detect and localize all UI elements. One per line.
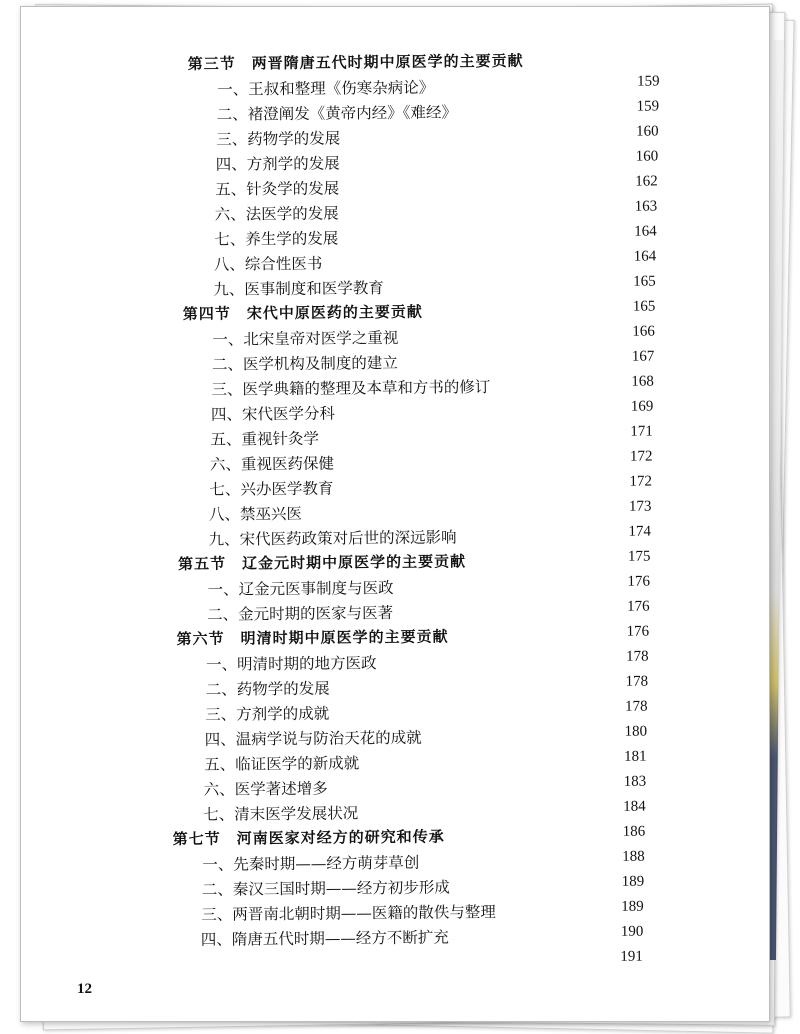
toc-item-title: 四、隋唐五代时期——经方不断扩充 [200, 928, 449, 949]
toc-page-number: 160 [636, 123, 659, 140]
toc-item-title: 二、医学机构及制度的建立 [211, 353, 398, 374]
toc-item-row [200, 947, 770, 977]
page-number: 12 [77, 981, 92, 997]
toc-page-number: 169 [630, 398, 654, 415]
toc-page-number: 164 [634, 223, 657, 240]
toc-page-number: 175 [627, 548, 651, 565]
toc-page-number: 180 [624, 723, 648, 740]
toc-page-number: 178 [625, 698, 648, 715]
toc-page-number: 165 [632, 298, 656, 315]
toc-page-number: 172 [629, 448, 653, 465]
toc-page-number: 174 [628, 523, 652, 540]
toc-item-title: 三、药物学的发展 [216, 129, 341, 149]
toc-section-title: 第四节 宋代中原医药的主要贡献 [182, 302, 423, 324]
toc-item-title: 二、秦汉三国时期——经方初步形成 [201, 878, 450, 899]
toc-item-title: 八、禁巫兴医 [208, 504, 303, 524]
toc-page-number: 162 [635, 173, 658, 190]
toc-page-number: 173 [628, 498, 652, 515]
toc-item-title: 九、宋代医药政策对后世的深远影响 [208, 528, 457, 549]
toc-item-title: 五、针灸学的发展 [215, 179, 340, 199]
toc-page-number: 191 [620, 948, 643, 965]
toc-page-number: 159 [637, 73, 660, 90]
toc-page-number: 188 [622, 848, 645, 865]
toc-page-number: 190 [620, 923, 644, 940]
toc-item-title: 一、明清时期的地方医政 [206, 654, 377, 674]
toc-item-title: 二、药物学的发展 [205, 679, 330, 699]
toc-item-title: 七、养生学的发展 [214, 229, 339, 249]
toc-item-title: 六、医学著述增多 [203, 779, 328, 799]
toc-page-number: 159 [636, 98, 660, 115]
toc-item-title: 八、综合性医书 [213, 254, 323, 274]
toc-page-number: 189 [621, 873, 645, 890]
toc-item-title: 五、临证医学的新成就 [204, 754, 360, 774]
toc-section-title: 第六节 明清时期中原医学的主要贡献 [176, 627, 449, 649]
toc-page-number: 183 [623, 773, 647, 790]
toc-page-number: 186 [622, 823, 646, 840]
toc-item-title: 二、褚澄阐发《黄帝内经》《难经》 [216, 103, 458, 124]
toc-item-title: 二、金元时期的医家与医著 [207, 604, 394, 624]
toc-item-title: 一、北宋皇帝对医学之重视 [212, 328, 399, 349]
toc-item-title: 一、先秦时期——经方萌芽草创 [202, 853, 420, 874]
toc-page-number: 178 [625, 673, 649, 690]
toc-page-number: 176 [626, 623, 650, 640]
toc-page-number: 160 [635, 148, 659, 165]
toc-section-title: 第七节 河南医家对经方的研究和传承 [172, 827, 445, 849]
toc-page-number: 176 [627, 573, 651, 590]
toc-section-title: 第五节 辽金元时期中原医学的主要贡献 [177, 552, 467, 574]
toc-item-title: 六、重视医药保健 [209, 454, 335, 474]
toc-item-title: 三、医学典籍的整理及本草和方书的修订 [211, 378, 491, 399]
toc-page-number: 181 [624, 748, 647, 765]
toc-section-title: 第三节 两晋隋唐五代时期中原医学的主要贡献 [187, 51, 524, 73]
toc-page-number: 189 [621, 898, 644, 915]
toc-item-title: 一、辽金元医事制度与医政 [207, 579, 394, 599]
toc-page-number: 171 [630, 423, 653, 440]
toc-item-title: 七、清末医学发展状况 [203, 804, 359, 824]
toc-page-number: 172 [629, 473, 653, 490]
toc-item-title: 一、王叔和整理《伤寒杂病论》 [217, 78, 435, 99]
toc-page [20, 6, 770, 1022]
toc-item-title: 九、医事制度和医学教育 [213, 279, 384, 299]
toc-item-title: 五、重视针灸学 [210, 429, 320, 449]
toc-item-title: 三、两晋南北朝时期——医籍的散佚与整理 [201, 903, 496, 924]
toc-item-title: 四、宋代医学分科 [210, 404, 336, 424]
toc-item-title: 七、兴办医学教育 [209, 479, 334, 499]
toc-item-title: 四、温病学说与防治天花的成就 [204, 728, 422, 749]
toc-page-number: 167 [631, 348, 655, 365]
toc-item-title: 六、法医学的发展 [214, 204, 339, 224]
toc-item-title: 三、方剂学的成就 [205, 704, 330, 724]
toc-page-number: 166 [632, 323, 655, 340]
toc-page-number: 164 [633, 248, 657, 265]
toc-page-number: 163 [634, 198, 658, 215]
toc-page-number: 184 [623, 798, 646, 815]
toc-item-title: 四、方剂学的发展 [215, 154, 340, 174]
toc-page-number: 176 [626, 598, 650, 615]
toc-page-number: 165 [633, 273, 656, 290]
table-of-contents [20, 6, 770, 1022]
toc-page-number: 168 [631, 373, 654, 390]
toc-page-number: 178 [625, 648, 649, 665]
